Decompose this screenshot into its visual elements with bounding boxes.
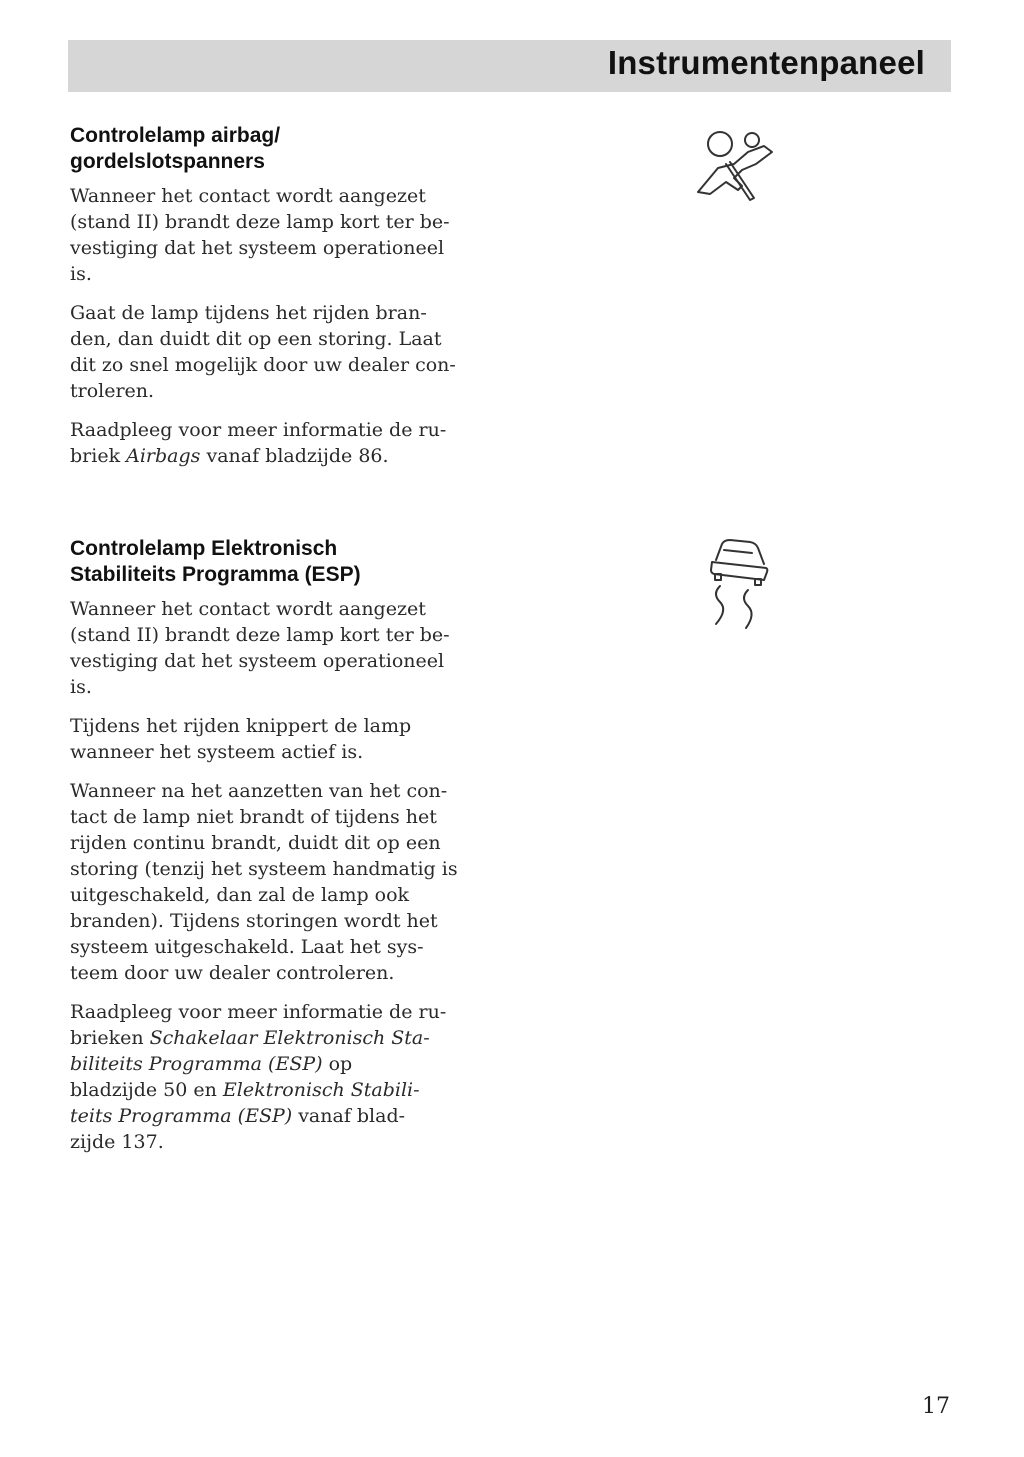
paragraph: Wanneer na het aanzetten van het con- tact de lamp niet brandt of tijdens het rijden continu brandt, duidt dit op een storing (tenzij het systeem handmatig is uitgeschakeld, dan zal de lamp ook branden). Tijdens storingen wordt het systeem uitgeschakeld. Laat het sys- teem door uw dealer controleren.	[70, 780, 458, 984]
section-airbag	[70, 123, 500, 482]
reference-paragraph: Raadpleeg voor meer informatie de ru- briek Airbags vanaf bladzijde 86.	[70, 419, 447, 467]
paragraph: Tijdens het rijden knippert de lamp wanneer het systeem actief is.	[70, 715, 412, 763]
esp-skid-icon	[702, 534, 772, 634]
section-esp	[70, 536, 500, 1168]
page-header	[68, 40, 951, 92]
page-title: Instrumentenpaneel	[607, 44, 925, 81]
section-heading: Controlelamp Elektronisch Stabiliteits Programma (ESP)	[70, 537, 361, 586]
section-heading: Controlelamp airbag/ gordelslotspanners	[70, 124, 281, 173]
paragraph: Wanneer het contact wordt aangezet (stand II) brandt deze lamp kort ter be- vestiging dat het systeem operationeel is.	[70, 185, 450, 285]
paragraph: Gaat de lamp tijdens het rijden bran- den, dan duidt dit op een storing. Laat dit zo snel mogelijk door uw dealer con- troleren.	[70, 302, 456, 402]
reference-paragraph: Raadpleeg voor meer informatie de ru- brieken Schakelaar Elektronisch Sta- biliteits Programma (ESP) op bladzijde 50 en Elektronisch Stabili- teits Programma (ESP) vanaf blad- zijde 137.	[70, 1001, 447, 1153]
airbag-warning-icon	[690, 126, 780, 206]
paragraph: Wanneer het contact wordt aangezet (stand II) brandt deze lamp kort ter be- vestiging dat het systeem operationeel is.	[70, 598, 450, 698]
page-number: 17	[922, 1394, 950, 1419]
